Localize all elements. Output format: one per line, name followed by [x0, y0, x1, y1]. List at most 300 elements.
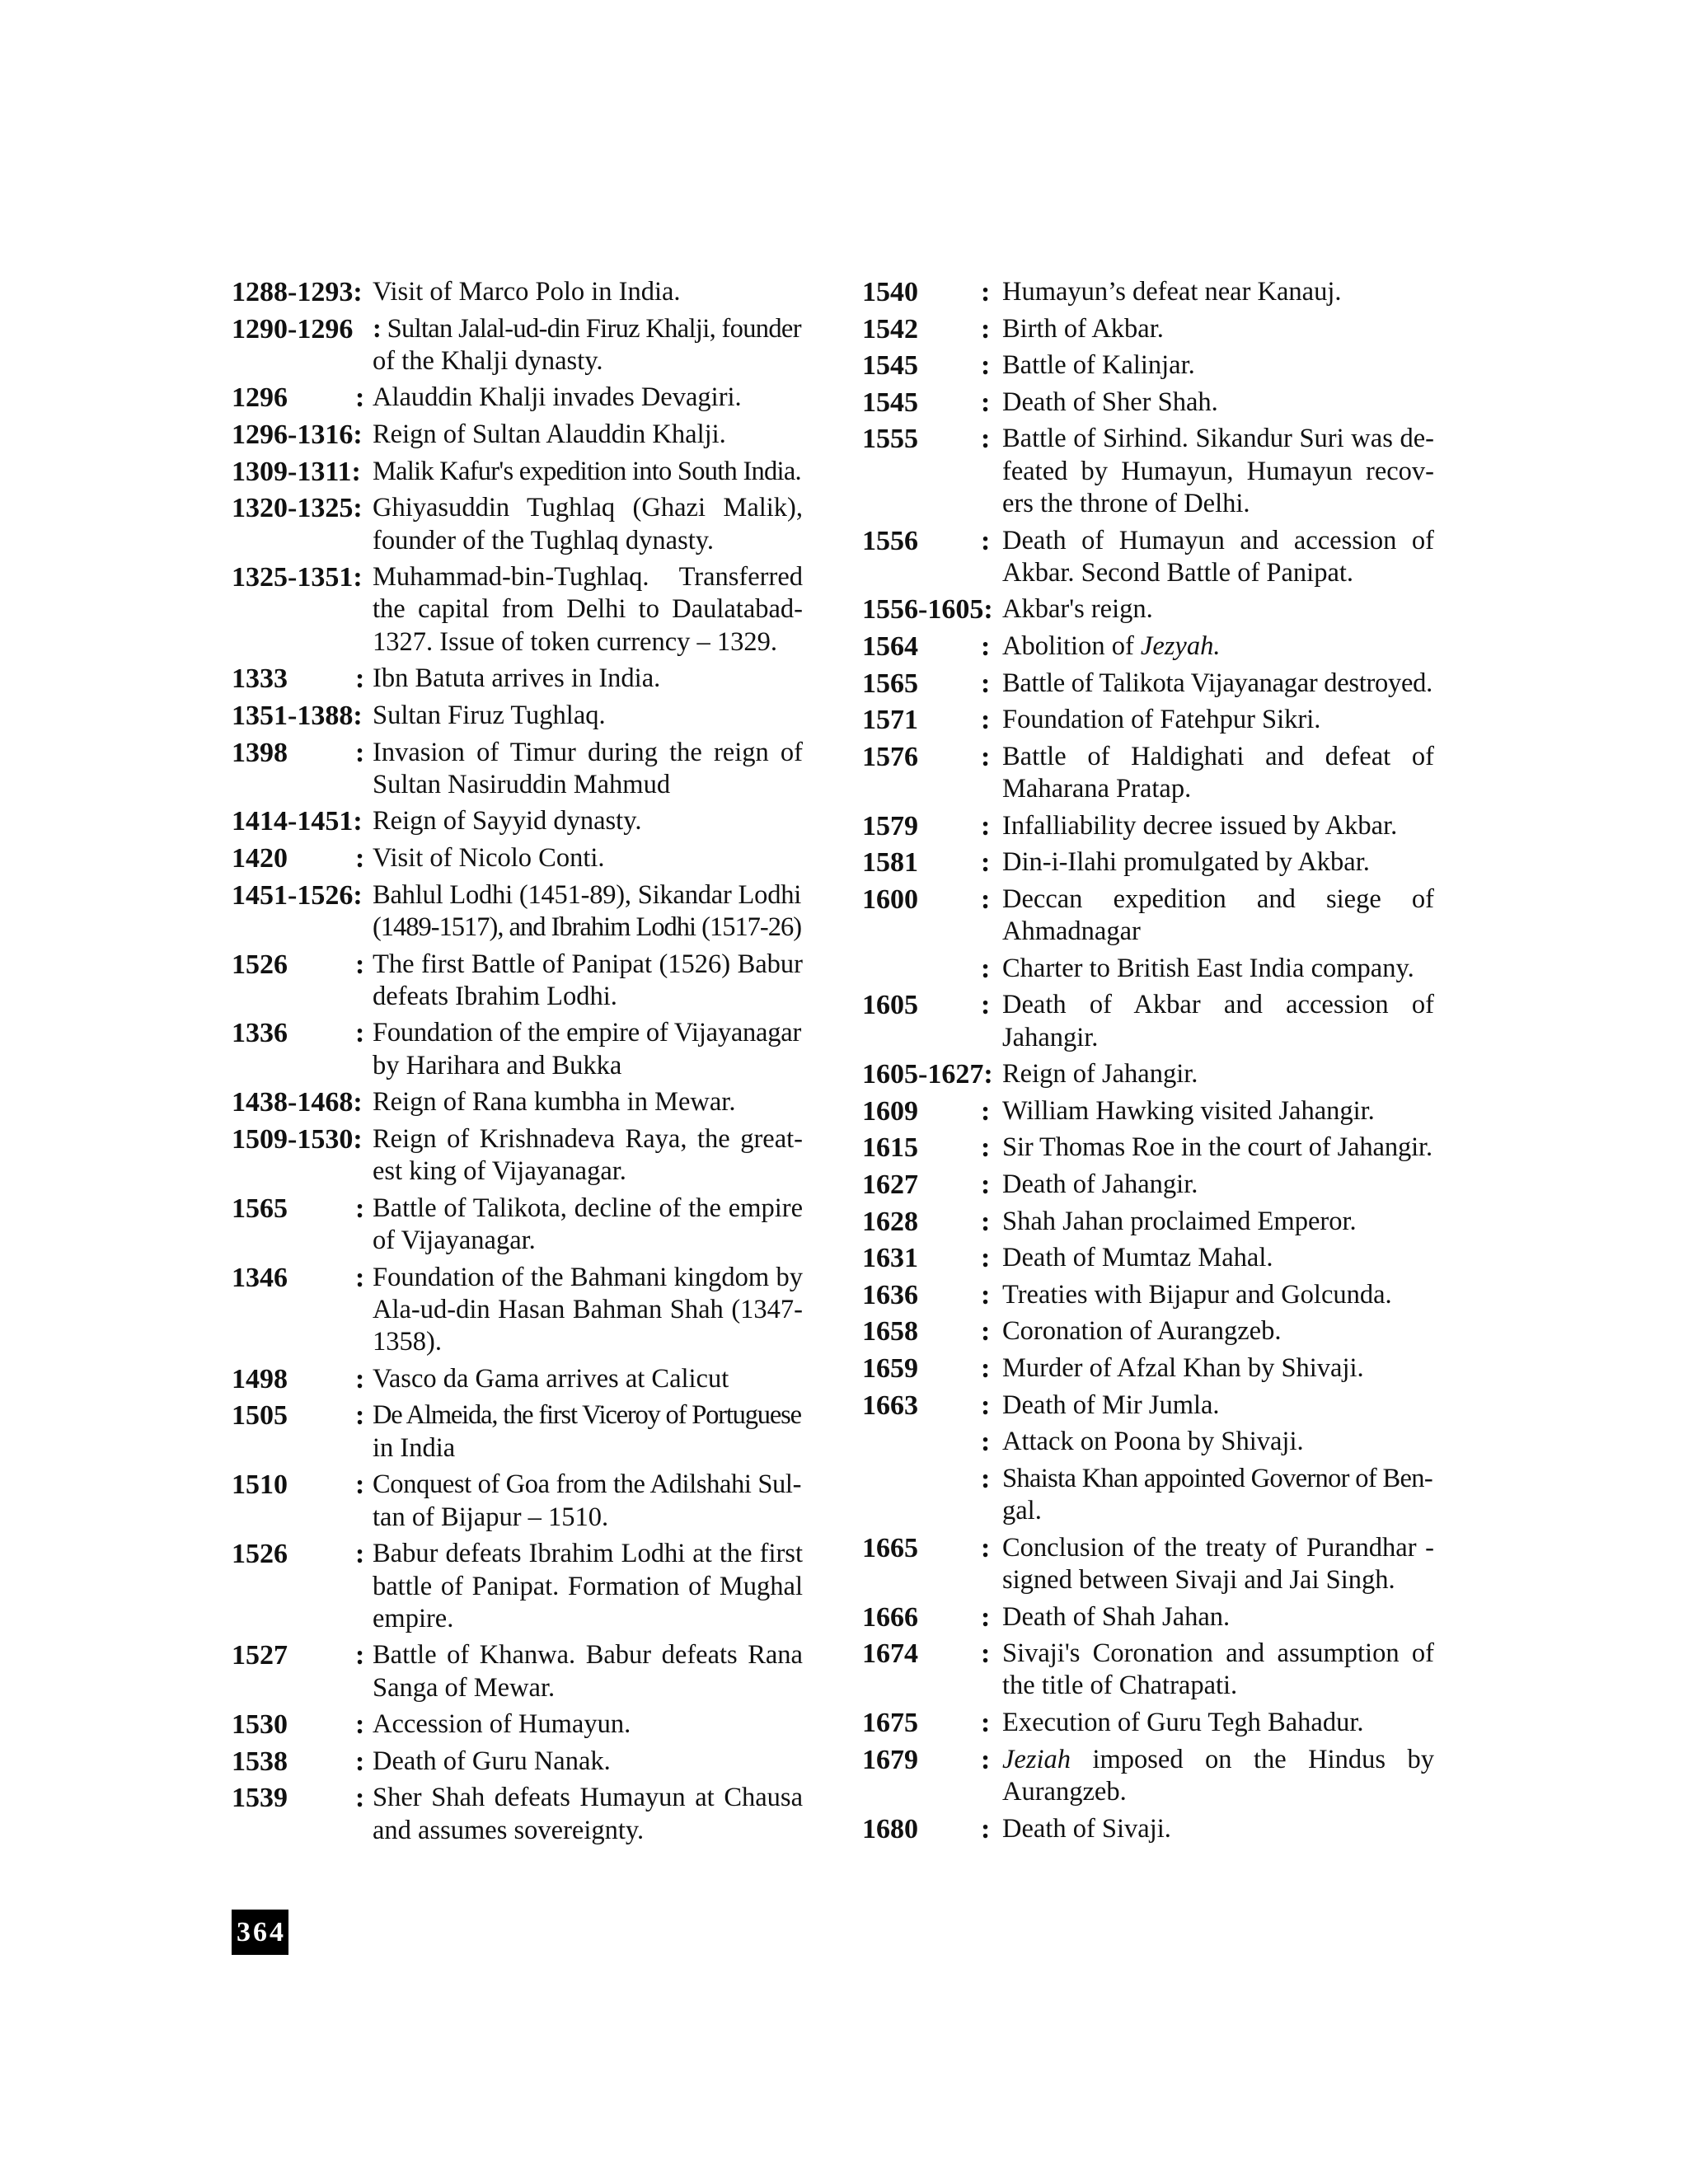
- italic-term: Jezyah.: [1140, 631, 1221, 662]
- entry-description: [1002, 1242, 1434, 1274]
- entry-separator: :: [355, 843, 365, 874]
- entry-line: Murder of Afzal Khan by Shivaji.: [1002, 1353, 1364, 1384]
- entry-separator: :: [981, 277, 991, 307]
- timeline-entry: [232, 700, 803, 732]
- page-number: 364: [232, 1910, 288, 1955]
- entry-year: 1631: [862, 1243, 918, 1274]
- timeline-entry: [862, 1206, 1434, 1238]
- timeline-entry: [862, 1601, 1434, 1633]
- entry-year: 1545: [862, 387, 918, 418]
- timeline-entry: [232, 561, 803, 658]
- entry-description: [1002, 1279, 1434, 1311]
- entry-description: [1002, 1463, 1434, 1528]
- entry-line: the title of Chatrapati.: [1002, 1671, 1238, 1701]
- entry-line: Shaista Khan appointed Governor of Ben-: [1002, 1463, 1433, 1493]
- entry-line: (1489-1517), and Ibrahim Lodhi (1517-26): [373, 912, 802, 942]
- entry-description: [1002, 1390, 1434, 1422]
- entry-line: Battle of Haldighati and defeat of: [1002, 741, 1434, 771]
- entry-description: [1002, 989, 1434, 1054]
- entry-description: [373, 842, 803, 874]
- entry-year: 1636: [862, 1279, 918, 1310]
- text-segment: Sultan Jalal-ud-din Firuz Khalji, founder: [381, 313, 801, 344]
- entry-line: Din-i-Ilahi promulgated by Akbar.: [1002, 847, 1370, 878]
- entry-year: 1605: [862, 990, 918, 1021]
- entry-line: 1358).: [373, 1327, 442, 1357]
- entry-separator: :: [981, 1390, 991, 1421]
- timeline-entry: [862, 525, 1434, 590]
- entry-description: [1002, 1058, 1434, 1090]
- entry-separator: :: [355, 1193, 365, 1224]
- entry-year: 1351-1388:: [232, 700, 363, 731]
- entry-year: 1579: [862, 810, 918, 841]
- entry-description: [1002, 630, 1434, 663]
- entry-description: [373, 1123, 803, 1188]
- entry-line: Treaties with Bijapur and Golcunda.: [1002, 1279, 1392, 1310]
- entry-line: [1002, 1744, 1434, 1776]
- entry-line: signed between Sivaji and Jai Singh.: [1002, 1565, 1395, 1595]
- entry-line: Ahmadnagar: [1002, 916, 1141, 947]
- timeline-entry: [862, 1813, 1434, 1845]
- timeline-entry: [862, 1463, 1434, 1528]
- entry-line: defeats Ibrahim Lodhi.: [373, 981, 617, 1011]
- timeline-entry: [862, 1744, 1434, 1809]
- timeline-entry: [862, 387, 1434, 419]
- entry-description: [1002, 1601, 1434, 1633]
- entry-description: [373, 1639, 803, 1704]
- entry-line: Infalliability decree issued by Akbar.: [1002, 810, 1398, 841]
- entry-separator: :: [981, 668, 991, 699]
- timeline-entry: [232, 737, 803, 802]
- entry-line: the capital from Delhi to Daulatabad-: [373, 594, 803, 625]
- entry-separator: :: [981, 1169, 991, 1201]
- entry-description: [1002, 387, 1434, 419]
- entry-description: [373, 1262, 803, 1359]
- entry-separator: :: [355, 1640, 365, 1671]
- entry-description: [1002, 846, 1434, 879]
- timeline-entry: [232, 382, 803, 414]
- entry-year: 1659: [862, 1353, 918, 1385]
- entry-line: Death of Guru Nanak.: [373, 1746, 611, 1776]
- entry-separator: :: [981, 810, 991, 841]
- entry-description: [1002, 704, 1434, 736]
- entry-line: of the Khalji dynasty.: [373, 345, 603, 376]
- entry-line: empire.: [373, 1603, 454, 1633]
- timeline-entry: [232, 1193, 803, 1258]
- timeline-entry: [232, 949, 803, 1014]
- entry-separator: :: [373, 313, 382, 344]
- entry-line: Sanga of Mewar.: [373, 1672, 556, 1703]
- entry-line: The first Battle of Panipat (1526) Babur: [373, 949, 803, 979]
- entry-line: Battle of Kalinjar.: [1002, 350, 1195, 381]
- entry-description: [373, 419, 803, 451]
- timeline-entry: [862, 1279, 1434, 1311]
- entry-year: 1556: [862, 525, 918, 556]
- entry-year: 1545: [862, 350, 918, 382]
- entry-line: Reign of Sayyid dynasty.: [373, 806, 642, 837]
- entry-description: [1002, 593, 1434, 626]
- entry-line: and assumes sovereignty.: [373, 1815, 645, 1845]
- entry-line: founder of the Tughlaq dynasty.: [373, 525, 715, 555]
- entry-separator: :: [355, 1783, 365, 1814]
- timeline-entry: [232, 1363, 803, 1395]
- entry-year: 1565: [232, 1193, 288, 1224]
- italic-term: Jeziah: [1002, 1744, 1071, 1774]
- entry-description: [1002, 276, 1434, 308]
- entry-year: 1571: [862, 705, 918, 736]
- entry-description: [373, 456, 803, 488]
- entry-description: [373, 663, 803, 695]
- entry-description: [1002, 313, 1434, 345]
- entry-line: Aurangzeb.: [1002, 1776, 1127, 1807]
- entry-separator: :: [355, 949, 365, 980]
- entry-separator: :: [981, 1601, 991, 1633]
- entry-line: Charter to British East India company.: [1002, 953, 1414, 983]
- entry-line: Death of Sher Shah.: [1002, 387, 1218, 417]
- entry-line: est king of Vijayanagar.: [373, 1156, 626, 1187]
- entry-year: 1539: [232, 1783, 288, 1814]
- entry-line: Sher Shah defeats Humayun at Chausa: [373, 1783, 803, 1813]
- entry-line: Ala-ud-din Hasan Bahman Shah (1347-: [373, 1294, 803, 1324]
- entry-separator: :: [981, 424, 991, 455]
- entry-year: 1288-1293:: [232, 277, 363, 307]
- entry-year: 1346: [232, 1262, 288, 1293]
- entry-description: [373, 1399, 803, 1465]
- timeline-entry: [232, 1639, 803, 1704]
- entry-line: Ghiyasuddin Tughlaq (Ghazi Malik),: [373, 493, 803, 523]
- entry-description: [373, 737, 803, 802]
- entry-line: Reign of Rana kumbha in Mewar.: [373, 1087, 736, 1118]
- entry-separator: :: [981, 953, 991, 984]
- timeline-entry: [862, 1638, 1434, 1703]
- entry-line: Attack on Poona by Shivaji.: [1002, 1427, 1304, 1457]
- entry-line: De Almeida, the first Viceroy of Portuguese: [373, 1400, 801, 1431]
- timeline-entry: [862, 630, 1434, 663]
- entry-description: [373, 805, 803, 837]
- entry-line: Reign of Jahangir.: [1002, 1059, 1198, 1090]
- timeline-entry: [232, 1746, 803, 1778]
- entry-year: 1498: [232, 1363, 288, 1394]
- entry-year: 1663: [862, 1390, 918, 1421]
- timeline-entry: [232, 492, 803, 557]
- entry-year: 1309-1311:: [232, 456, 361, 487]
- entry-separator: :: [981, 1708, 991, 1739]
- entry-description: [373, 382, 803, 414]
- entry-description: [1002, 883, 1434, 949]
- entry-line: Sivaji's Coronation and assumption of: [1002, 1638, 1434, 1669]
- entry-line: Akbar. Second Battle of Panipat.: [1002, 557, 1354, 588]
- entry-line: Visit of Marco Polo in India.: [373, 277, 681, 307]
- entry-year: 1627: [862, 1169, 918, 1201]
- entry-line: Battle of Talikota Vijayanagar destroyed.: [1002, 668, 1432, 698]
- entry-line: Birth of Akbar.: [1002, 313, 1164, 344]
- timeline-entry: [862, 1315, 1434, 1347]
- timeline-entry: [232, 1782, 803, 1847]
- timeline-entry: [232, 419, 803, 451]
- entry-description: [373, 561, 803, 658]
- timeline-entry: [232, 1399, 803, 1465]
- entry-description: [373, 949, 803, 1014]
- entry-description: [1002, 423, 1434, 520]
- entry-separator: :: [355, 663, 365, 695]
- entry-year: 1679: [862, 1744, 918, 1775]
- entry-separator: :: [981, 741, 991, 772]
- timeline-entry: [862, 883, 1434, 949]
- entry-description: [1002, 1206, 1434, 1238]
- entry-description: [373, 1708, 803, 1741]
- entry-line: by Harihara and Bukka: [373, 1050, 622, 1080]
- timeline-entry: [232, 1262, 803, 1359]
- entry-description: [1002, 1744, 1434, 1809]
- entry-year: 1665: [862, 1532, 918, 1563]
- entry-year: 1564: [862, 631, 918, 663]
- entry-line: Invasion of Timur during the reign of: [373, 737, 803, 767]
- entry-separator: :: [981, 1463, 991, 1494]
- entry-line: Foundation of the Bahmani kingdom by: [373, 1262, 803, 1292]
- entry-year: 1333: [232, 663, 288, 695]
- entry-separator: :: [981, 1279, 991, 1310]
- entry-description: [1002, 810, 1434, 842]
- entry-separator: :: [981, 313, 991, 344]
- entry-line: Akbar's reign.: [1002, 594, 1153, 625]
- entry-year: 1451-1526:: [232, 879, 363, 911]
- timeline-entry: [862, 1058, 1434, 1090]
- entry-line: Battle of Sirhind. Sikandur Suri was de-: [1002, 424, 1434, 454]
- entry-description: [1002, 1132, 1434, 1164]
- entry-line: in India: [373, 1432, 456, 1463]
- entry-description: [1002, 1352, 1434, 1385]
- entry-separator: :: [981, 631, 991, 663]
- entry-year: 1420: [232, 843, 288, 874]
- entry-year: 1296: [232, 382, 288, 414]
- entry-line: Sultan Nasiruddin Mahmud: [373, 769, 671, 799]
- timeline-entry: [862, 1169, 1434, 1201]
- entry-year: 1526: [232, 949, 288, 980]
- entry-description: [373, 1782, 803, 1847]
- entry-year: 1600: [862, 883, 918, 915]
- entry-line: Foundation of the empire of Vijayanagar: [373, 1018, 802, 1048]
- text-segment: imposed on the Hindus by: [1071, 1744, 1435, 1774]
- timeline-entry: [232, 1086, 803, 1118]
- entry-description: [373, 276, 803, 308]
- entry-separator: :: [355, 1363, 365, 1394]
- entry-line: tan of Bijapur – 1510.: [373, 1502, 609, 1532]
- entry-year: 1296-1316:: [232, 419, 363, 451]
- timeline-column-right: [862, 276, 1434, 1849]
- entry-description: [373, 879, 803, 944]
- entry-separator: :: [355, 1709, 365, 1741]
- entry-separator: :: [981, 705, 991, 736]
- entry-line: Death of Shah Jahan.: [1002, 1601, 1231, 1632]
- entry-description: [373, 700, 803, 732]
- entry-line: Jahangir.: [1002, 1022, 1099, 1052]
- entry-description: [1002, 1315, 1434, 1347]
- entry-year: 1526: [232, 1539, 288, 1570]
- entry-line: Deccan expedition and siege of: [1002, 883, 1434, 914]
- entry-line: Accession of Humayun.: [373, 1709, 631, 1740]
- timeline-entry: [862, 741, 1434, 806]
- entry-line: Death of Jahangir.: [1002, 1169, 1198, 1200]
- entry-year: 1581: [862, 847, 918, 879]
- timeline-entry: [862, 668, 1434, 700]
- entry-year: 1542: [862, 313, 918, 344]
- entry-year: 1530: [232, 1709, 288, 1741]
- entry-description: [373, 1193, 803, 1258]
- timeline-entry: [232, 879, 803, 944]
- entry-year: 1505: [232, 1400, 288, 1432]
- entry-line: [1002, 630, 1434, 663]
- entry-line: battle of Panipat. Formation of Mughal: [373, 1571, 803, 1601]
- entry-line: Maharana Pratap.: [1002, 774, 1192, 804]
- entry-year: 1658: [862, 1316, 918, 1347]
- timeline-entry: [862, 704, 1434, 736]
- entry-line: Vasco da Gama arrives at Calicut: [373, 1363, 729, 1394]
- entry-line: Reign of Krishnadeva Raya, the great-: [373, 1123, 803, 1154]
- entry-description: [1002, 741, 1434, 806]
- entry-line: [373, 313, 803, 345]
- entry-separator: :: [355, 382, 365, 414]
- entry-separator: :: [981, 1316, 991, 1347]
- entry-line: Death of Akbar and accession of: [1002, 990, 1434, 1020]
- entry-description: [1002, 1638, 1434, 1703]
- entry-separator: :: [355, 1469, 365, 1501]
- entry-description: [1002, 668, 1434, 700]
- timeline-entry: [862, 423, 1434, 520]
- entry-separator: :: [981, 525, 991, 556]
- entry-year: 1615: [862, 1132, 918, 1164]
- entry-year: 1538: [232, 1746, 288, 1777]
- entry-line: Death of Mumtaz Mahal.: [1002, 1243, 1273, 1273]
- timeline-entry: [862, 846, 1434, 879]
- entry-year: 1290-1296: [232, 313, 354, 344]
- entry-year: 1510: [232, 1469, 288, 1501]
- entry-year: 1438-1468:: [232, 1087, 363, 1118]
- entry-separator: :: [981, 1206, 991, 1237]
- timeline-entry: [232, 456, 803, 488]
- timeline-entry: [862, 1426, 1434, 1458]
- entry-separator: :: [981, 847, 991, 879]
- entry-year: 1509-1530:: [232, 1123, 363, 1155]
- timeline-entry: [232, 1708, 803, 1741]
- entry-separator: :: [355, 737, 365, 768]
- entry-description: [373, 492, 803, 557]
- entry-line: feated by Humayun, Humayun recov-: [1002, 456, 1434, 486]
- entry-year: 1527: [232, 1640, 288, 1671]
- entry-line: Malik Kafur's expedition into South India.: [373, 456, 801, 486]
- entry-year: 1556-1605:: [862, 594, 993, 626]
- timeline-entry: [232, 1469, 803, 1534]
- entry-separator: :: [981, 1744, 991, 1775]
- entry-description: [373, 1746, 803, 1778]
- timeline-entry: [232, 805, 803, 837]
- entry-separator: :: [981, 1813, 991, 1844]
- timeline-column-left: [232, 276, 803, 1851]
- entry-description: [373, 1363, 803, 1395]
- timeline-entry: [232, 1017, 803, 1082]
- entry-separator: :: [981, 1427, 991, 1458]
- entry-line: Coronation of Aurangzeb.: [1002, 1316, 1282, 1347]
- entry-description: [1002, 525, 1434, 590]
- entry-line: Sir Thomas Roe in the court of Jahangir.: [1002, 1132, 1432, 1163]
- entry-description: [1002, 1532, 1434, 1597]
- entry-separator: :: [981, 1638, 991, 1670]
- text-segment: Abolition of: [1002, 631, 1141, 662]
- entry-year: 1320-1325:: [232, 493, 363, 524]
- entry-separator: :: [355, 1400, 365, 1432]
- entry-description: [1002, 1707, 1434, 1739]
- entry-year: 1540: [862, 277, 918, 307]
- entry-year: 1565: [862, 668, 918, 699]
- entry-line: gal.: [1002, 1496, 1042, 1526]
- entry-year: 1555: [862, 424, 918, 455]
- entry-line: Humayun’s defeat near Kanauj.: [1002, 277, 1342, 307]
- entry-year: 1680: [862, 1813, 918, 1844]
- timeline-entry: [232, 276, 803, 308]
- entry-year: 1609: [862, 1095, 918, 1127]
- entry-line: Muhammad-bin-Tughlaq. Transferred: [373, 562, 803, 593]
- entry-line: ers the throne of Delhi.: [1002, 488, 1250, 518]
- entry-description: [1002, 1426, 1434, 1458]
- timeline-entry: [862, 276, 1434, 308]
- timeline-entry: [862, 1132, 1434, 1164]
- entry-description: [373, 313, 803, 378]
- timeline-entry: [862, 1532, 1434, 1597]
- entry-separator: :: [355, 1539, 365, 1570]
- entry-line: Babur defeats Ibrahim Lodhi at the first: [373, 1539, 803, 1569]
- entry-line: Ibn Batuta arrives in India.: [373, 663, 661, 694]
- entry-separator: :: [355, 1018, 365, 1049]
- entry-line: Shah Jahan proclaimed Emperor.: [1002, 1206, 1357, 1236]
- entry-year: 1398: [232, 737, 288, 768]
- entry-line: Battle of Khanwa. Babur defeats Rana: [373, 1640, 803, 1671]
- timeline-entry: [862, 313, 1434, 345]
- entry-line: Death of Humayun and accession of: [1002, 525, 1434, 555]
- timeline-entry: [232, 1538, 803, 1635]
- entry-description: [1002, 1169, 1434, 1201]
- entry-separator: :: [355, 1262, 365, 1293]
- entry-line: Execution of Guru Tegh Bahadur.: [1002, 1708, 1364, 1738]
- timeline-entry: [862, 953, 1434, 985]
- entry-line: Visit of Nicolo Conti.: [373, 843, 605, 874]
- entry-description: [1002, 1095, 1434, 1127]
- timeline-entry: [862, 1390, 1434, 1422]
- entry-description: [373, 1017, 803, 1082]
- timeline-entry: [862, 1095, 1434, 1127]
- entry-line: Conclusion of the treaty of Purandhar -: [1002, 1532, 1434, 1563]
- entry-line: Alauddin Khalji invades Devagiri.: [373, 382, 742, 413]
- timeline-entry: [862, 810, 1434, 842]
- timeline-entry: [862, 593, 1434, 626]
- entry-line: Bahlul Lodhi (1451-89), Sikandar Lodhi: [373, 879, 802, 910]
- entry-separator: :: [981, 1353, 991, 1385]
- entry-year: 1666: [862, 1601, 918, 1633]
- entry-line: Battle of Talikota, decline of the empire: [373, 1193, 803, 1223]
- entry-year: 1605-1627:: [862, 1059, 993, 1090]
- entry-separator: :: [981, 883, 991, 915]
- entry-description: [1002, 349, 1434, 382]
- timeline-entry: [232, 663, 803, 695]
- timeline-entry: [232, 842, 803, 874]
- entry-separator: :: [981, 350, 991, 382]
- entry-separator: :: [981, 1532, 991, 1563]
- timeline-entry: [862, 1242, 1434, 1274]
- entry-year: 1674: [862, 1638, 918, 1670]
- entry-description: [1002, 953, 1434, 985]
- entry-line: 1327. Issue of token currency – 1329.: [373, 626, 777, 657]
- entry-year: 1675: [862, 1708, 918, 1739]
- timeline-entry: [862, 989, 1434, 1054]
- entry-line: William Hawking visited Jahangir.: [1002, 1095, 1375, 1126]
- entry-separator: :: [981, 387, 991, 418]
